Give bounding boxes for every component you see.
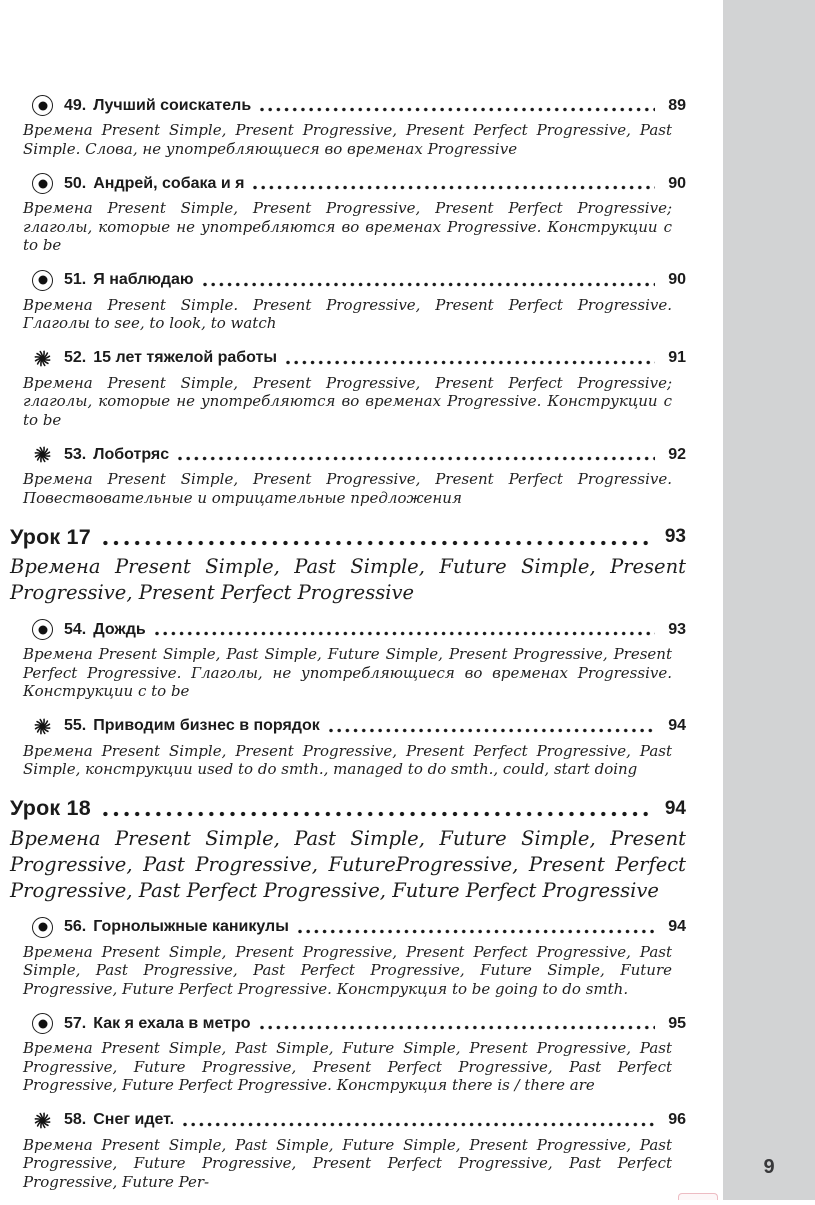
toc-entry — [10, 1012, 686, 1095]
exercise-number: 50. — [64, 174, 87, 192]
toc-lesson — [10, 523, 686, 606]
lesson-page-number: 94 — [664, 797, 686, 819]
exercise-page-number: 94 — [668, 717, 686, 734]
toc-entry-row — [32, 916, 686, 939]
exercise-title: Лучший соискатель — [93, 96, 252, 114]
exercise-page-number: 90 — [668, 271, 686, 288]
exercise-description: Времена Present Simple, Present Progressive, Present Perfect Progressive, Past Simple. Слова, не употребляющиеся во временах Progressive — [23, 121, 672, 158]
dot-leader — [155, 631, 655, 636]
target-dot-shape — [32, 619, 53, 640]
exercise-title: Я наблюдаю — [93, 271, 194, 288]
toc-entry — [10, 269, 686, 333]
dot-leader — [253, 185, 655, 190]
toc-entry-row — [32, 715, 686, 738]
exercise-page-number: 96 — [668, 1111, 686, 1128]
exercise-description: Времена Present Simple, Past Simple, Future Simple, Present Progressive, Past Progressive, Future Progressive, Present Perfect Progressive, Past Perfect Progressive, Future Perfect Progressive. Конструкция there is / there are — [23, 1039, 672, 1094]
exercise-title: Андрей, собака и я — [93, 174, 245, 192]
toc-entry — [10, 916, 686, 999]
swirl-glyph — [32, 1110, 53, 1131]
dot-leader — [329, 728, 655, 733]
exercise-title: Приводим бизнес в порядок — [93, 717, 320, 734]
target-icon — [32, 917, 53, 938]
toc-entry — [10, 1109, 686, 1192]
toc-entry — [10, 715, 686, 779]
exercise-number: 52. — [64, 349, 87, 366]
exercise-page-number: 89 — [668, 96, 686, 114]
dot-leader — [178, 456, 655, 461]
toc-lesson — [10, 795, 686, 904]
target-dot-shape — [32, 270, 53, 291]
toc-entry-row — [32, 269, 686, 292]
lesson-title: Урок 18 — [10, 796, 91, 820]
bottom-peek-element — [678, 1193, 718, 1200]
dot-leader — [260, 107, 655, 112]
exercise-number: 51. — [64, 271, 87, 288]
swirl-icon — [32, 348, 53, 369]
book-page-number: 9 — [763, 1156, 775, 1178]
exercise-number: 56. — [64, 918, 87, 935]
exercise-page-number: 94 — [668, 918, 686, 935]
swirl-glyph — [32, 444, 53, 465]
exercise-description: Времена Present Simple, Present Progressive, Present Perfect Progressive, Past Simple, Past Progressive, Past Perfect Progressive, Future Simple, Future Progressive, Future Perfect Progressive. Конструкция to be going to do smth. — [23, 942, 672, 998]
exercise-page-number: 93 — [668, 620, 686, 638]
lesson-title: Урок 17 — [10, 524, 91, 549]
dot-leader — [183, 1122, 655, 1127]
toc-entry — [10, 443, 686, 507]
exercise-number: 49. — [64, 96, 87, 114]
toc-entry — [10, 618, 686, 701]
toc-entry — [10, 347, 686, 430]
exercise-title: Снег идет. — [93, 1111, 175, 1128]
swirl-icon — [32, 444, 53, 465]
target-dot-shape — [32, 95, 53, 116]
exercise-page-number: 95 — [668, 1014, 686, 1032]
toc-entry-row — [32, 1012, 686, 1035]
swirl-icon — [32, 1110, 53, 1131]
dot-leader — [103, 540, 650, 546]
exercise-number: 57. — [64, 1014, 87, 1032]
toc-lesson-row — [10, 523, 686, 551]
page-margin-strip — [723, 0, 815, 1200]
exercise-number: 55. — [64, 717, 87, 734]
exercise-page-number: 90 — [668, 174, 686, 192]
target-icon — [32, 1013, 53, 1034]
exercise-title: Лоботряс — [93, 445, 170, 463]
target-icon — [32, 619, 53, 640]
target-dot-shape — [32, 1013, 53, 1034]
exercise-description: Времена Present Simple, Present Progressive, Present Perfect Progressive, Past Simple, конструкции used to do smth., managed to do smth., could, start doing — [23, 741, 672, 778]
toc-entry — [10, 172, 686, 255]
toc-entry-row — [32, 1109, 686, 1132]
exercise-number: 58. — [64, 1111, 87, 1128]
target-dot-shape — [32, 917, 53, 938]
toc-entry-row — [32, 618, 686, 641]
target-icon — [32, 95, 53, 116]
swirl-glyph — [32, 716, 53, 737]
exercise-title: 15 лет тяжелой работы — [93, 349, 278, 366]
dot-leader — [298, 929, 655, 934]
exercise-title: Горнолыжные каникулы — [93, 918, 289, 935]
toc-entry-row — [32, 94, 686, 117]
lesson-subtitle: Времена Present Simple, Past Simple, Future Simple, Present Progressive, Past Progressive, FutureProgressive, Present Perfect Progressive, Past Perfect Progressive, Future Perfect Progressive — [10, 826, 686, 902]
exercise-title: Как я ехала в метро — [93, 1014, 251, 1032]
exercise-description: Времена Present Simple, Past Simple, Future Simple, Present Progressive, Past Progressive, Future Progressive, Present Perfect Progressive, Past Perfect Progressive, Future Per- — [23, 1135, 672, 1191]
target-icon — [32, 270, 53, 291]
exercise-page-number: 91 — [668, 349, 686, 366]
exercise-number: 53. — [64, 445, 87, 463]
swirl-glyph — [32, 348, 53, 369]
dot-leader — [103, 811, 650, 817]
toc-list — [10, 94, 686, 1191]
toc-entry-row — [32, 347, 686, 370]
lesson-page-number: 93 — [664, 526, 686, 547]
dot-leader — [286, 360, 655, 365]
exercise-description: Времена Present Simple, Present Progressive, Present Perfect Progressive; глаголы, которые не употребляются во временах Progressive. Конструкции с to be — [23, 373, 672, 429]
exercise-description: Времена Present Simple, Past Simple, Future Simple, Present Progressive, Present Perfect Progressive. Глаголы, не употребляющиеся во временах Progressive. Конструкции с to be — [23, 645, 672, 700]
toc-entry — [10, 94, 686, 158]
toc-entry-row — [32, 172, 686, 195]
exercise-title: Дождь — [93, 620, 146, 638]
exercise-page-number: 92 — [668, 445, 686, 463]
exercise-description: Времена Present Simple. Present Progressive, Present Perfect Progressive. Глаголы to see, to look, to watch — [23, 295, 672, 332]
dot-leader — [203, 282, 655, 287]
exercise-description: Времена Present Simple, Present Progressive, Present Perfect Progressive; глаголы, которые не употребляются во временах Progressive. Конструкции с to be — [23, 199, 672, 254]
toc-entry-row — [32, 443, 686, 466]
toc-lesson-row — [10, 795, 686, 823]
dot-leader — [260, 1025, 655, 1030]
lesson-subtitle: Времена Present Simple, Past Simple, Future Simple, Present Progressive, Present Perfect Progressive — [10, 555, 686, 604]
target-dot-shape — [32, 173, 53, 194]
exercise-number: 54. — [64, 620, 87, 638]
exercise-description: Времена Present Simple, Present Progressive, Present Perfect Progressive. Повествовательные и отрицательные предложения — [23, 470, 672, 507]
target-icon — [32, 173, 53, 194]
swirl-icon — [32, 716, 53, 737]
